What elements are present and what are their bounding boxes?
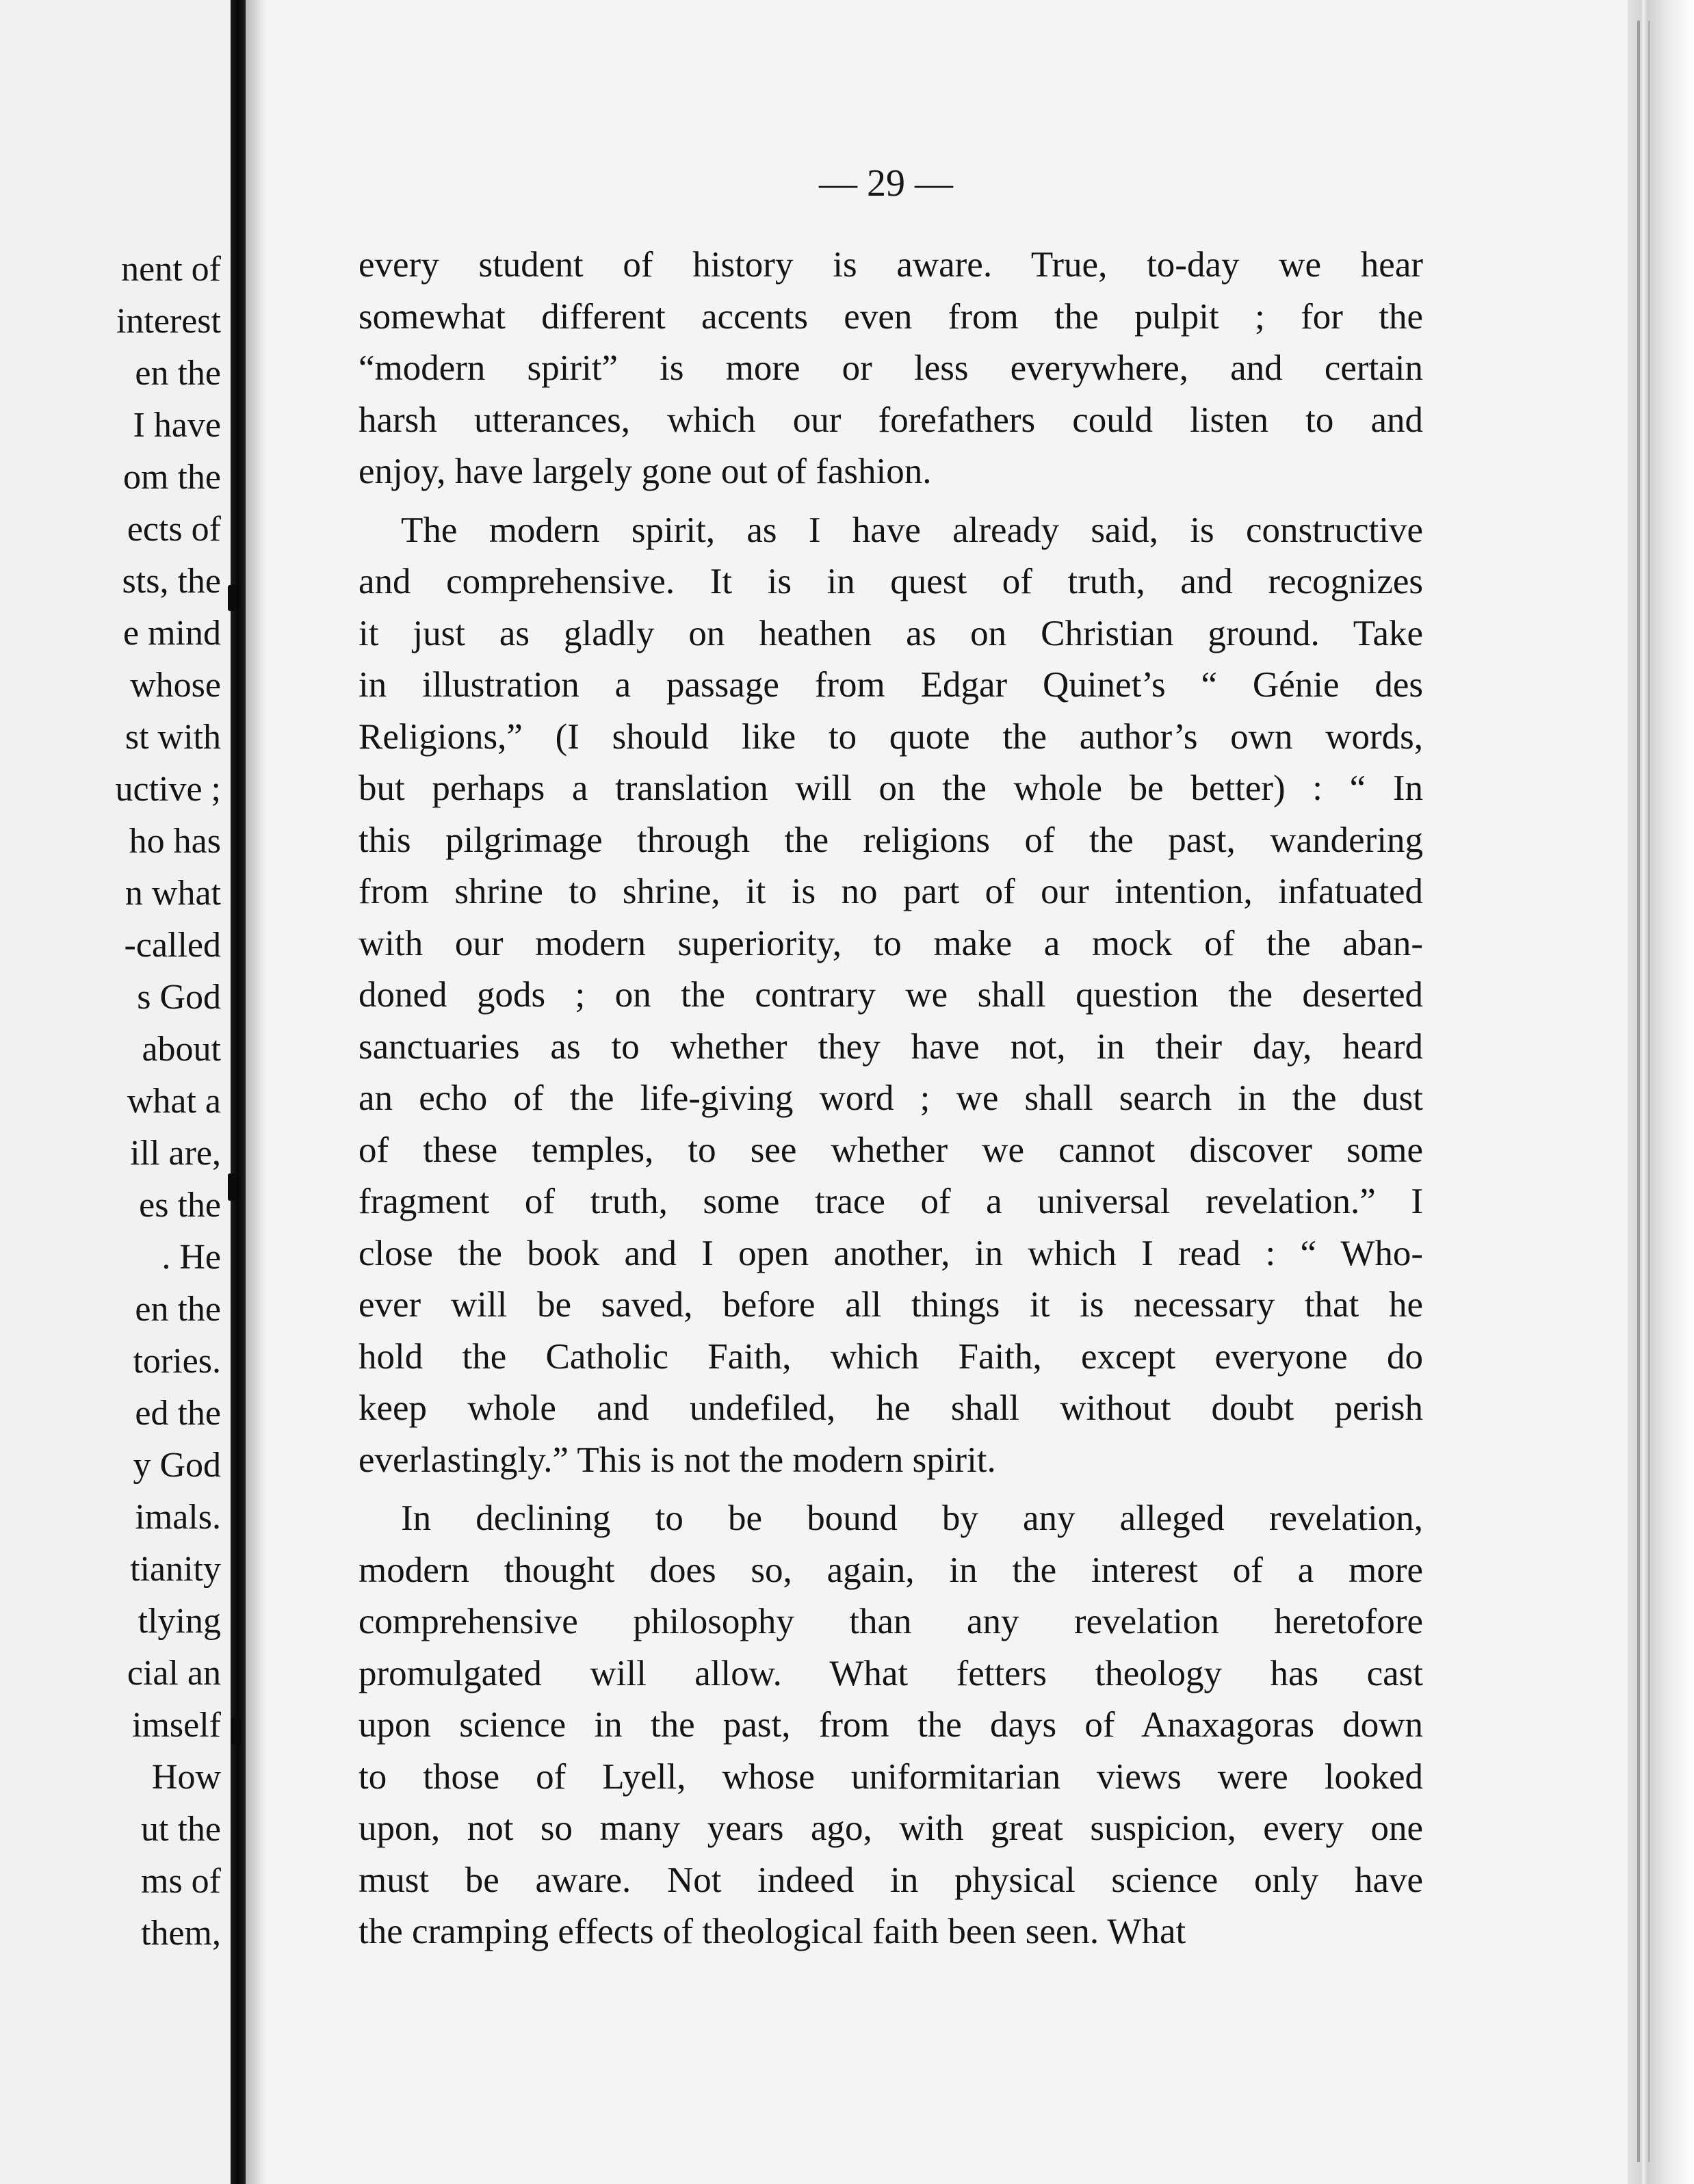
left-page-line: n what	[125, 874, 221, 913]
left-page-line: imals.	[135, 1498, 221, 1537]
body-text	[359, 239, 1423, 1958]
text-line: Religions,” (I should like to quote the author’s own words,	[359, 716, 1423, 757]
text-line: fragment of truth, some trace of a universal revelation.” I	[359, 1182, 1423, 1221]
text-line: must be aware. Not indeed in physical science only have	[359, 1860, 1423, 1900]
paragraph-spacing	[359, 498, 1423, 505]
left-page-line: cial an	[127, 1654, 221, 1693]
text-line: everlastingly.” This is not the modern spirit.	[359, 1440, 996, 1480]
text-line: but perhaps a translation will on the whole be better) : “ In	[359, 768, 1423, 808]
paragraph	[359, 1493, 1423, 1958]
left-page-line: How	[151, 1758, 221, 1797]
book-gutter	[231, 0, 246, 2184]
text-line: upon, not so many years ago, with great suspicion, every one	[359, 1808, 1423, 1848]
text-line: modern thought does so, again, in the interest of a more	[359, 1550, 1423, 1590]
text-line: and comprehensive. It is in quest of truth, and recognizes	[359, 562, 1423, 601]
text-line: sanctuaries as to whether they have not, in their day, heard	[359, 1026, 1423, 1067]
binding-thread-mark	[228, 585, 237, 611]
left-page-line: om the	[123, 458, 221, 497]
page-edge-line	[1648, 21, 1650, 2162]
left-page-line: e mind	[123, 614, 221, 653]
text-line: an echo of the life-giving word ; we shall search in the dust	[359, 1078, 1423, 1118]
text-line: doned gods ; on the contrary we shall question the deserted	[359, 975, 1423, 1015]
left-page-line: ed the	[135, 1394, 221, 1433]
left-page-line: them,	[141, 1914, 221, 1953]
text-line: every student of history is aware. True, to-day we hear	[359, 245, 1423, 285]
page-edge-line	[1637, 21, 1640, 2162]
page-number: — 29 —	[819, 162, 953, 205]
left-page-line: -called	[124, 926, 221, 965]
left-page-line: ms of	[141, 1862, 221, 1901]
text-line: the cramping effects of theological faith been seen. What	[359, 1912, 1186, 1951]
text-line: from shrine to shrine, it is no part of our intention, infatuated	[359, 872, 1423, 911]
left-page-line: y God	[133, 1446, 221, 1485]
left-page-line: imself	[132, 1706, 221, 1745]
text-line: close the book and I open another, in which I read : “ Who-	[359, 1233, 1423, 1273]
text-line: promulgated will allow. What fetters theology has cast	[359, 1653, 1423, 1693]
text-line: enjoy, have largely gone out of fashion.	[359, 452, 932, 491]
left-page-line: s God	[137, 978, 221, 1017]
left-page-line: nent of	[121, 250, 221, 289]
text-line: keep whole and undefiled, he shall without doubt perish	[359, 1388, 1423, 1428]
left-page-line: interest	[116, 302, 221, 341]
left-page-line: ill are,	[130, 1134, 221, 1173]
left-page-line: about	[142, 1030, 221, 1069]
left-page-line: tianity	[130, 1550, 221, 1589]
left-page-line: what a	[127, 1082, 221, 1121]
left-page-line: st with	[125, 718, 221, 757]
left-page-line: es the	[139, 1186, 221, 1225]
page-edge	[1628, 0, 1694, 2184]
text-line: ever will be saved, before all things it is necessary that he	[359, 1285, 1423, 1325]
text-line: comprehensive philosophy than any revelation heretofore	[359, 1602, 1423, 1641]
left-page-line: . He	[161, 1238, 221, 1277]
left-page-line: en the	[135, 354, 221, 393]
left-page-line: sts, the	[122, 562, 221, 601]
text-line: somewhat different accents even from the pulpit ; for the	[359, 296, 1423, 337]
left-page-line: en the	[135, 1290, 221, 1329]
text-line: The modern spirit, as I have already said, is constructive	[401, 510, 1423, 550]
left-page-line: whose	[130, 666, 221, 705]
text-line: with our modern superiority, to make a mock of the aban-	[359, 923, 1423, 963]
left-page-line: tories.	[133, 1342, 221, 1381]
paragraph	[359, 505, 1423, 1487]
text-line: this pilgrimage through the religions of the past, wandering	[359, 820, 1423, 860]
paragraph	[359, 239, 1423, 498]
left-page-line: tlying	[138, 1602, 221, 1641]
text-line: In declining to be bound by any alleged revelation,	[401, 1498, 1423, 1538]
text-line: upon science in the past, from the days of Anaxagoras down	[359, 1705, 1423, 1745]
text-line: it just as gladly on heathen as on Christian ground. Take	[359, 613, 1423, 653]
left-page-text-fragments	[0, 244, 221, 1960]
text-line: harsh utterances, which our forefathers could listen to and	[359, 400, 1423, 440]
gutter-shadow	[246, 0, 266, 2184]
text-line: to those of Lyell, whose uniformitarian views were looked	[359, 1756, 1423, 1797]
left-page-line: ects of	[127, 510, 221, 549]
text-line: in illustration a passage from Edgar Quinet’s “ Génie des	[359, 665, 1423, 705]
left-facing-page	[0, 0, 229, 2184]
binding-thread-mark	[228, 1173, 237, 1201]
text-line: “modern spirit” is more or less everywhere, and certain	[359, 348, 1423, 388]
left-page-line: uctive ;	[115, 770, 221, 809]
text-line: hold the Catholic Faith, which Faith, except everyone do	[359, 1336, 1423, 1377]
left-page-line: I have	[133, 406, 221, 445]
paragraph-spacing	[359, 1486, 1423, 1493]
binding-thread-mark	[231, 1717, 241, 1745]
text-line: of these temples, to see whether we cannot discover some	[359, 1130, 1423, 1170]
left-page-line: ut the	[141, 1810, 221, 1849]
left-page-line: ho has	[129, 822, 221, 861]
